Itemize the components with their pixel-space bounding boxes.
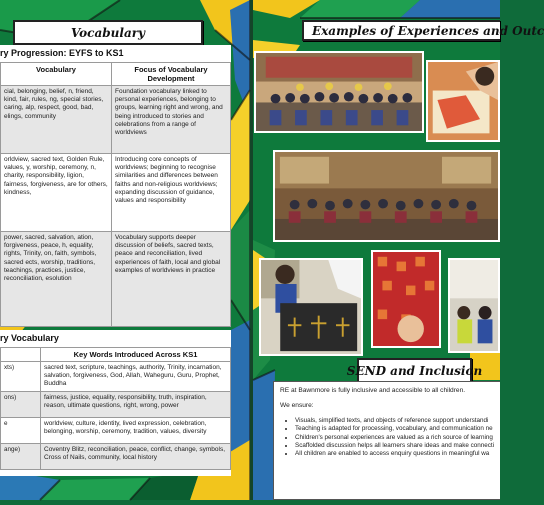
table-row <box>1 443 231 469</box>
words-cell: worldview, culture, identity, lived expression, celebration, belonging, worship, ceremony, tradition, values, diversity <box>41 417 231 443</box>
header-focus: Focus of Vocabulary Development <box>112 63 231 86</box>
key-cell: ange) <box>1 443 41 469</box>
photo-child-crafting <box>259 258 363 356</box>
table-row <box>1 232 231 327</box>
send-intro: RE at Bawnmore is fully inclusive and accessible to all children. <box>280 387 466 394</box>
list-item: • All children are enabled to access enquiry questions in meaningful wa <box>295 450 494 458</box>
focus-cell: Introducing core concepts of worldviews; beginning to recognise similarities and differences between faiths and non-religious worldviews; expanding discussion of guidance, values and responsibility <box>112 154 231 232</box>
focus-cell: Vocabulary supports deeper discussion of beliefs, sacred texts, peace and reconciliation, lived experiences of faith, local and global examples of worldviews in practice <box>112 232 231 327</box>
examples-banner <box>302 20 544 41</box>
list-item: • Scaffolded discussion helps all learners share ideas and make connecti <box>295 442 494 450</box>
vocabulary-cell: orldview, sacred text, Golden Rule, values, y, worship, ceremony, n, charity, responsibility, ligion, fairness, forgiveness, are for others, kindness, <box>1 154 112 232</box>
list-item: • Children's personal experiences are valued as a rich source of learning <box>295 434 494 442</box>
ks1-header-row <box>1 348 231 362</box>
photo-children-seated-hall <box>273 150 500 242</box>
key-cell: e <box>1 417 41 443</box>
header-keywords: Key Words Introduced Across KS1 <box>41 348 231 362</box>
vocabulary-cell: cial, belonging, belief, n, friend, kind, fair, rules, ng, special stories, caring, alp, respect, good, bad, elings, community <box>1 86 112 154</box>
table-row <box>1 391 231 417</box>
key-cell: xts) <box>1 362 41 392</box>
header-key <box>1 348 41 362</box>
table-row <box>1 154 231 232</box>
send-title: SEND and Inclusion <box>346 363 483 378</box>
words-cell: fairness, justice, equality, responsibility, truth, inspiration, reason, ultimate questions, right, wrong, power <box>41 391 231 417</box>
table-row <box>1 362 231 392</box>
photo-group-activity <box>448 258 500 353</box>
ks1-vocabulary-panel <box>0 330 231 476</box>
progression-table <box>0 62 231 327</box>
words-cell: sacred text, scripture, teachings, authority, Trinity, incarnation, salvation, forgiveness, God, Allah, Waheguru, Guru, Prophet, Buddha <box>41 362 231 392</box>
send-banner <box>346 358 483 383</box>
vocabulary-banner <box>13 20 203 45</box>
page-fold <box>249 0 253 500</box>
table-row <box>1 417 231 443</box>
send-ensure: We ensure: <box>280 402 314 409</box>
focus-cell: Foundation vocabulary linked to personal experiences, belonging to groups, learning right and wrong, and being introduced to stories and celebrations from a range of worldviews <box>112 86 231 154</box>
vocabulary-title: Vocabulary <box>70 25 146 40</box>
photo-red-art-work <box>371 250 441 348</box>
send-inclusion-box <box>273 381 500 500</box>
progression-heading: ry Progression: EYFS to KS1 <box>0 48 124 58</box>
key-cell: ons) <box>1 391 41 417</box>
photo-school-hall-performance <box>254 51 424 133</box>
progression-header-row <box>1 63 231 86</box>
ks1-heading: ry Vocabulary <box>0 333 59 343</box>
words-cell: Coventry Blitz, reconciliation, peace, conflict, change, symbols, Cross of Nails, community, local history <box>41 443 231 469</box>
header-vocabulary: Vocabulary <box>1 63 112 86</box>
photo-child-colouring <box>426 60 500 142</box>
progression-table-panel <box>0 45 231 321</box>
send-bullet-list <box>280 417 494 458</box>
list-item: • Visuals, simplified texts, and objects of reference support understandi <box>295 417 494 425</box>
table-row <box>1 86 231 154</box>
ks1-table <box>0 347 231 470</box>
examples-title: Examples of Experiences and Outc <box>312 23 544 38</box>
vocabulary-cell: power, sacred, salvation, ation, forgiveness, peace, h, equality, rights, Trinity, on, faith, symbols, sacred ects, worship, traditions, teachings, practices, justice, reconciliation, esolution <box>1 232 112 327</box>
list-item: • Teaching is adapted for processing, vocabulary, and communication ne <box>295 425 494 433</box>
